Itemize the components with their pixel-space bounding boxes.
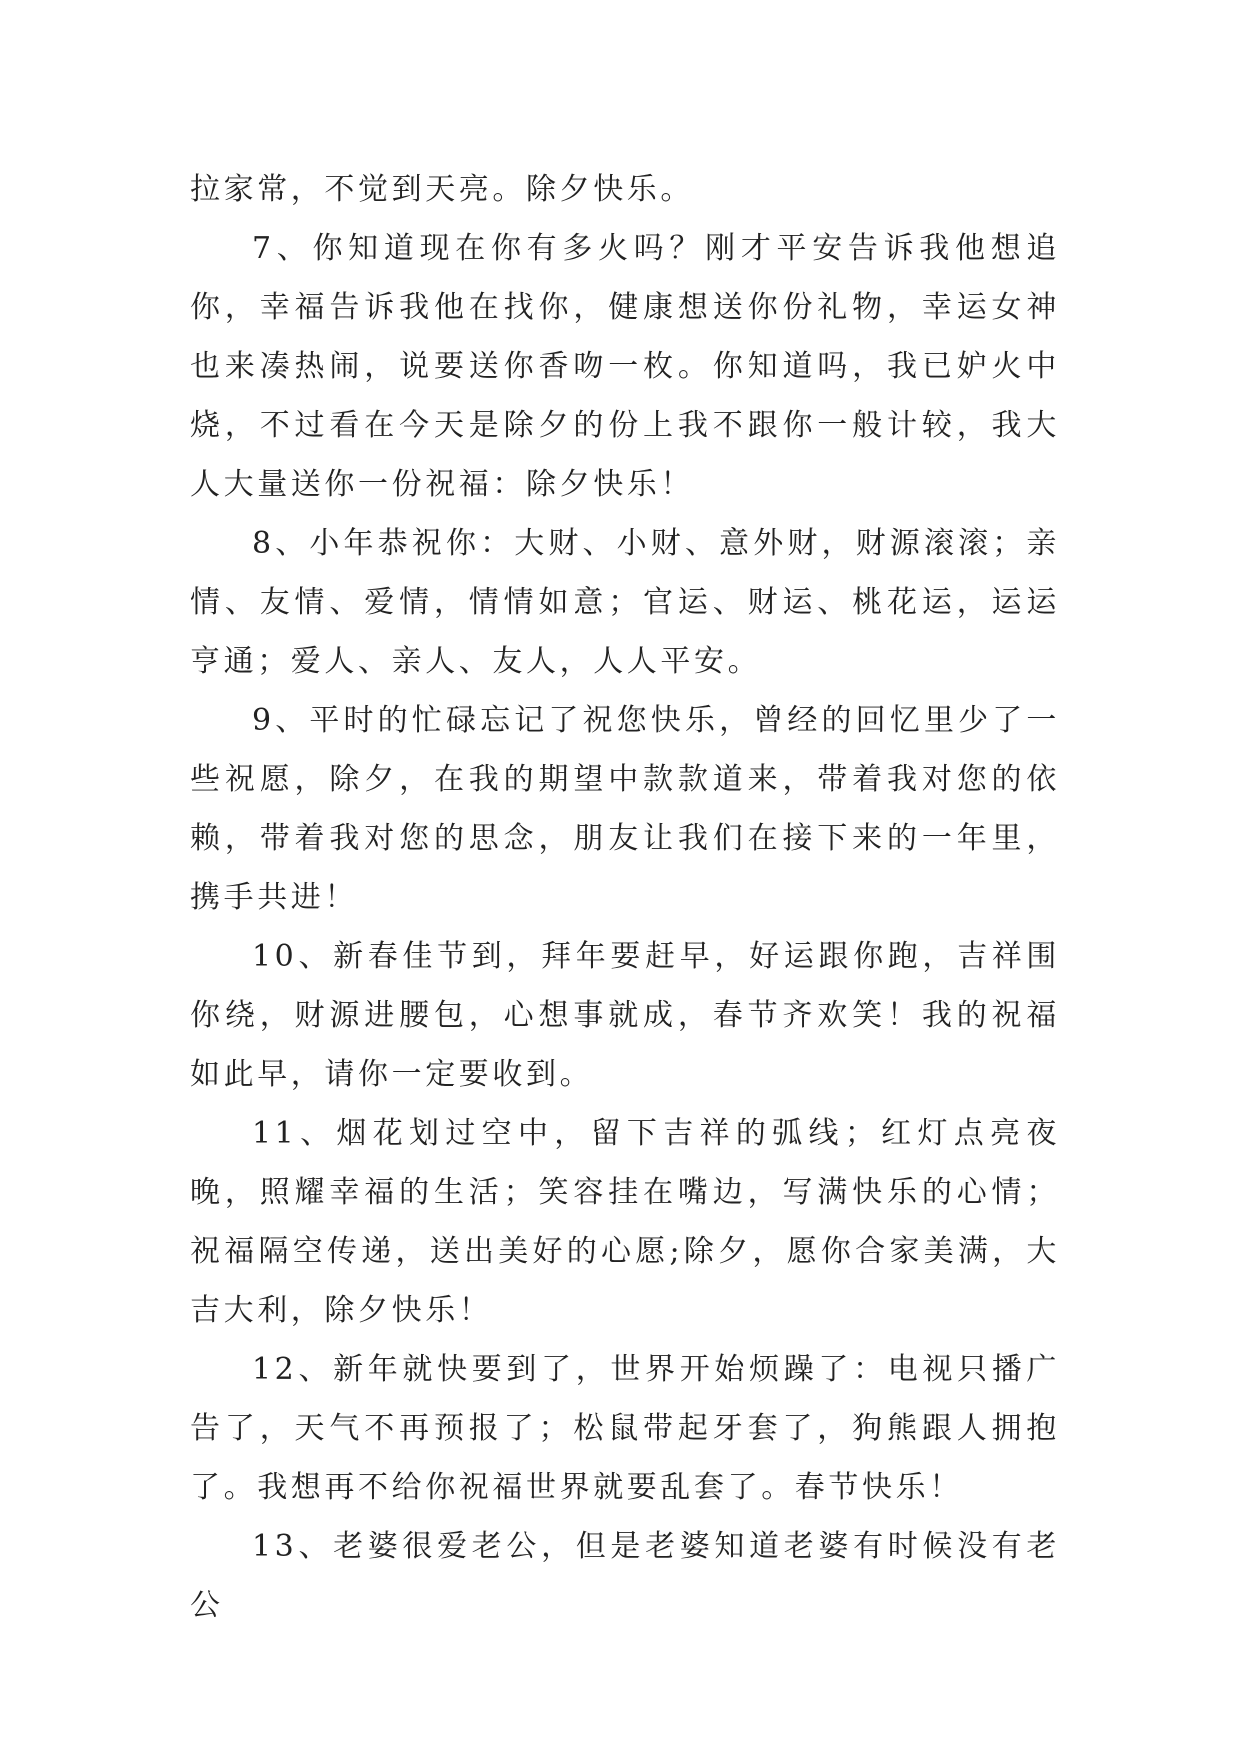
paragraph-10: 10、新春佳节到，拜年要赶早，好运跟你跑，吉祥围你绕，财源进腰包，心想事就成，春节齐欢笑！我的祝福如此早，请你一定要收到。 [190, 939, 1060, 1092]
paragraph-continuation: 拉家常，不觉到天亮。除夕快乐。 [190, 172, 694, 207]
document-body [190, 160, 1060, 1635]
paragraph-12: 12、新年就快要到了，世界开始烦躁了：电视只播广告了，天气不再预报了；松鼠带起牙套了，狗熊跟人拥抱了。我想再不给你祝福世界就要乱套了。春节快乐！ [190, 1352, 1060, 1505]
paragraph-11: 11、烟花划过空中，留下吉祥的弧线；红灯点亮夜晚，照耀幸福的生活；笑容挂在嘴边，写满快乐的心情；祝福隔空传递，送出美好的心愿;除夕，愿你合家美满，大吉大利，除夕快乐！ [190, 1116, 1060, 1328]
paragraph-8: 8、小年恭祝你：大财、小财、意外财，财源滚滚；亲情、友情、爱情，情情如意；官运、财运、桃花运，运运亨通；爱人、亲人、友人，人人平安。 [190, 526, 1060, 679]
paragraph-13: 13、老婆很爱老公，但是老婆知道老婆有时候没有老公 [190, 1529, 1060, 1623]
paragraph-9: 9、平时的忙碌忘记了祝您快乐，曾经的回忆里少了一些祝愿，除夕，在我的期望中款款道来，带着我对您的依赖，带着我对您的思念，朋友让我们在接下来的一年里，携手共进！ [190, 703, 1060, 915]
paragraph-7: 7、你知道现在你有多火吗？刚才平安告诉我他想追你，幸福告诉我他在找你，健康想送你份礼物，幸运女神也来凑热闹，说要送你香吻一枚。你知道吗，我已妒火中烧，不过看在今天是除夕的份上我不跟你一般计较，我大人大量送你一份祝福：除夕快乐！ [190, 231, 1060, 502]
